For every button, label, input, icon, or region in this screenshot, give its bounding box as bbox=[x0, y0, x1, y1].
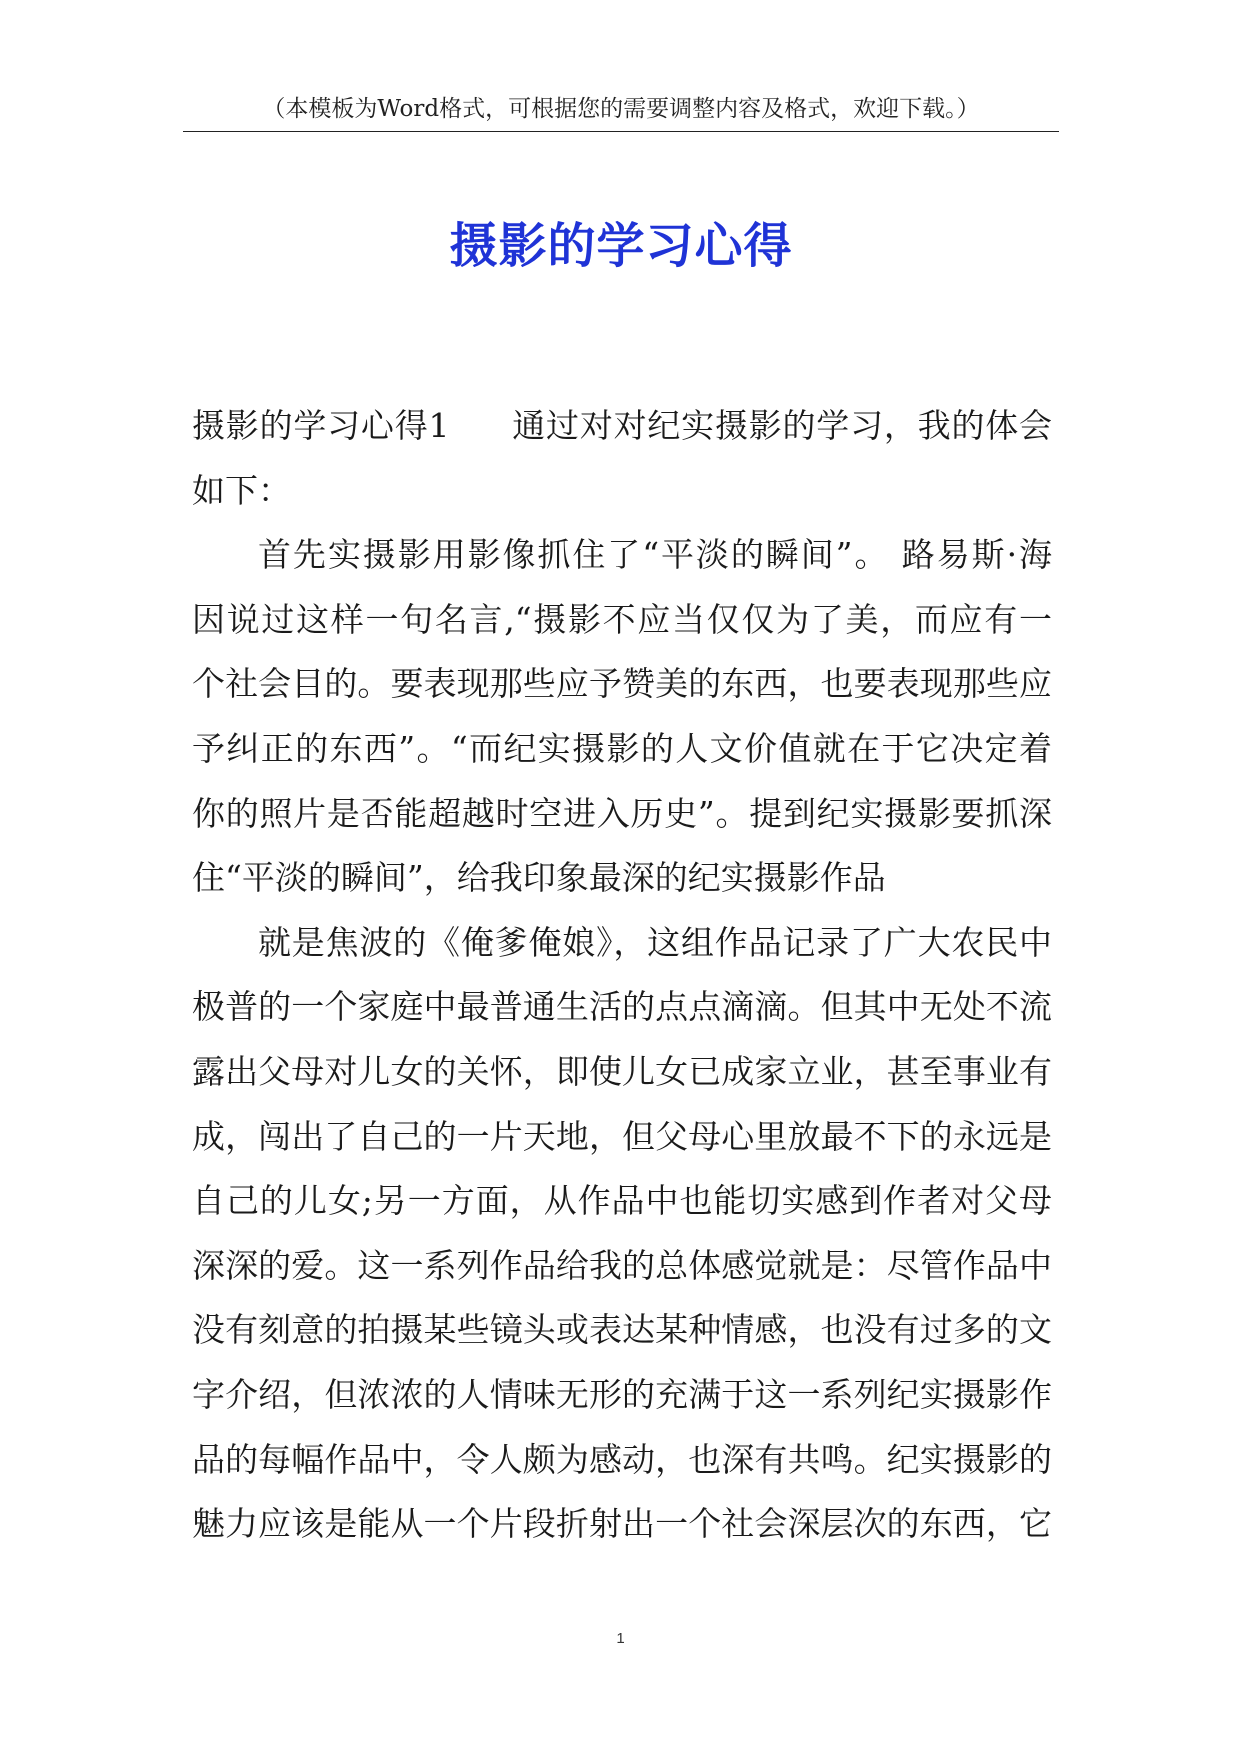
body-line bbox=[192, 394, 1052, 459]
body-line: 字介绍，但浓浓的人情味无形的充满于这一系列纪实摄影作 bbox=[192, 1374, 1052, 1414]
body-line: 极普的一个家庭中最普通生活的点点滴滴。但其中无处不流 bbox=[192, 987, 1052, 1027]
page-number: 1 bbox=[616, 1630, 625, 1647]
header-divider bbox=[183, 131, 1059, 132]
document-body bbox=[192, 394, 1052, 1557]
paragraph-start-line: 首先实摄影用影像抓住了“平淡的瞬间”。 路易斯·海 bbox=[258, 535, 1052, 575]
document-title: 摄影的学习心得 bbox=[449, 218, 793, 274]
body-line: 魅力应该是能从一个片段折射出一个社会深层次的东西，它 bbox=[192, 1504, 1052, 1544]
body-line-text: 通过对对纪实摄影的学习，我的体会 bbox=[511, 406, 1052, 445]
body-line: 品的每幅作品中，令人颇为感动，也深有共鸣。纪实摄影的 bbox=[192, 1439, 1052, 1479]
body-line: 深深的爱。这一系列作品给我的总体感觉就是：尽管作品中 bbox=[192, 1245, 1052, 1285]
paragraph-start-line: 就是焦波的《俺爹俺娘》，这组作品记录了广大农民中 bbox=[258, 922, 1052, 962]
body-line: 自己的儿女;另一方面，从作品中也能切实感到作者对父母 bbox=[192, 1181, 1052, 1221]
body-line: 你的照片是否能超越时空进入历史”。提到纪实摄影要抓深 bbox=[192, 793, 1052, 833]
body-line: 如下： bbox=[192, 470, 291, 510]
section-label: 摄影的学习心得1 bbox=[192, 406, 450, 445]
body-line: 没有刻意的拍摄某些镜头或表达某种情感，也没有过多的文 bbox=[192, 1310, 1052, 1350]
body-line: 予纠正的东西”。“而纪实摄影的人文价值就在于它决定着 bbox=[192, 728, 1052, 768]
template-note: （本模板为Word格式，可根据您的需要调整内容及格式，欢迎下载。） bbox=[262, 96, 980, 122]
body-line: 成，闯出了自己的一片天地，但父母心里放最不下的永远是 bbox=[192, 1116, 1052, 1156]
body-line: 因说过这样一句名言,“摄影不应当仅仅为了美，而应有一 bbox=[192, 599, 1052, 639]
body-line: 住“平淡的瞬间”，给我印象最深的纪实摄影作品 bbox=[192, 858, 886, 898]
body-line: 个社会目的。要表现那些应予赞美的东西，也要表现那些应 bbox=[192, 664, 1052, 704]
body-line: 露出父母对儿女的关怀，即使儿女已成家立业，甚至事业有 bbox=[192, 1051, 1052, 1091]
